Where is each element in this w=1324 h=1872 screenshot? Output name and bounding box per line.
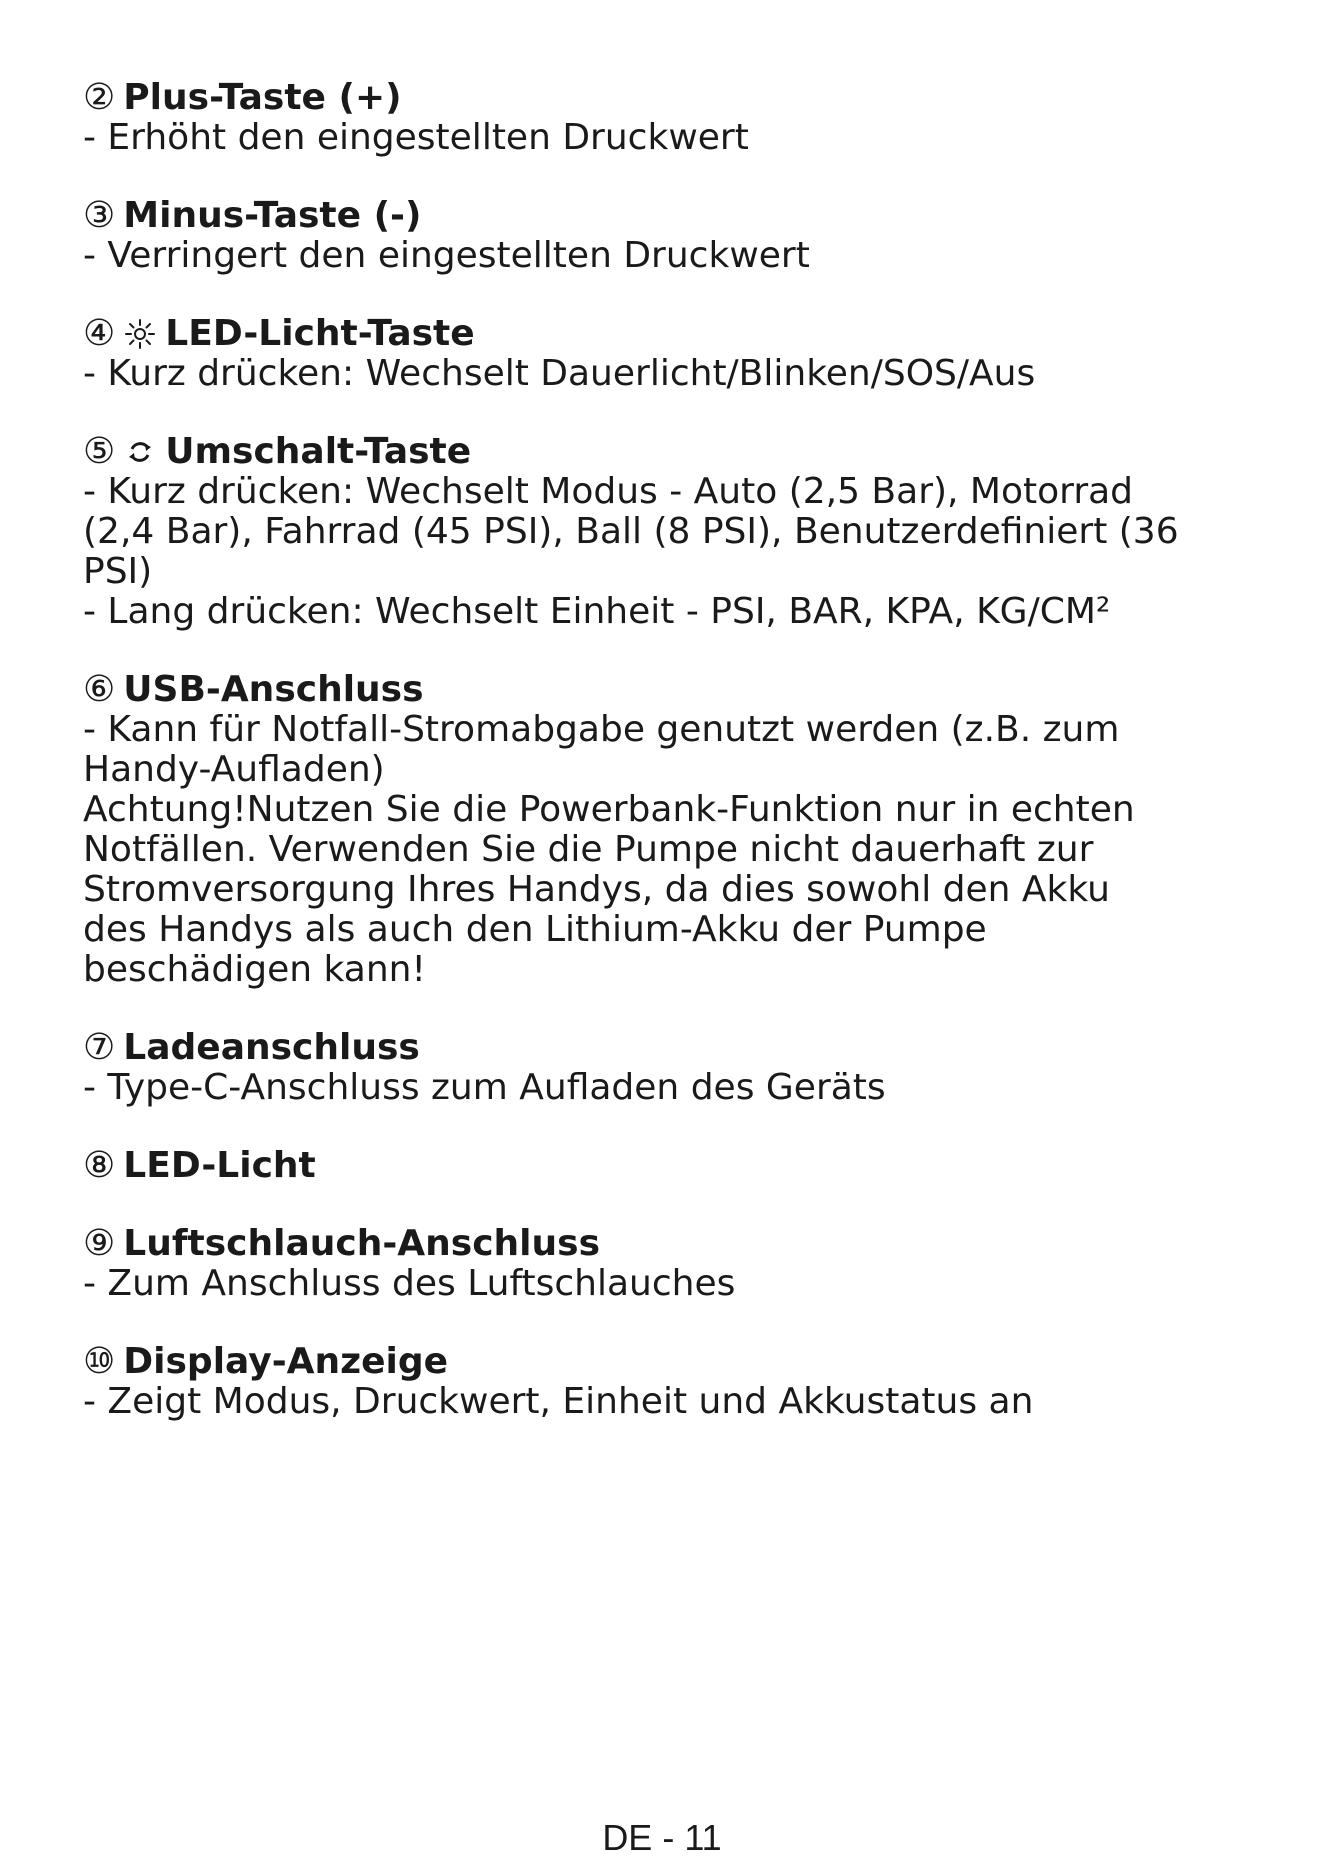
section-led-light bbox=[83, 1146, 1243, 1186]
section-switch-button bbox=[83, 432, 1243, 632]
section-title: Minus-Taste (-) bbox=[123, 195, 422, 236]
section-usb-port bbox=[83, 670, 1243, 990]
item-number: ⑧ bbox=[83, 1145, 116, 1186]
description-line: - Verringert den eingestellten Druckwert bbox=[83, 235, 810, 276]
section-heading bbox=[83, 196, 1243, 236]
description-line: - Kurz drücken: Wechselt Dauerlicht/Blinken/SOS/Aus bbox=[83, 353, 1036, 394]
description-line: (2,4 Bar), Fahrrad (45 PSI), Ball (8 PSI), Benutzerdefiniert (36 bbox=[83, 511, 1179, 552]
item-number: ③ bbox=[83, 195, 116, 236]
section-heading bbox=[83, 670, 1243, 710]
section-title: Plus-Taste (+) bbox=[123, 77, 402, 118]
item-number: ⑦ bbox=[83, 1027, 116, 1068]
description-line: - Kurz drücken: Wechselt Modus - Auto (2,5 Bar), Motorrad bbox=[83, 471, 1134, 512]
item-number: ⑤ bbox=[83, 431, 116, 472]
description-line: - Lang drücken: Wechselt Einheit - PSI, BAR, KPA, KG/CM² bbox=[83, 591, 1111, 632]
section-heading bbox=[83, 1224, 1243, 1264]
item-number: ⑩ bbox=[83, 1341, 116, 1382]
description-line: PSI) bbox=[83, 551, 153, 592]
section-title: Ladeanschluss bbox=[123, 1027, 420, 1068]
section-heading bbox=[83, 1342, 1243, 1382]
item-number: ④ bbox=[83, 313, 116, 354]
section-heading bbox=[83, 1146, 1243, 1186]
warning-line: Notfällen. Verwenden Sie die Pumpe nicht dauerhaft zur bbox=[83, 829, 1094, 870]
section-title: Luftschlauch-Anschluss bbox=[123, 1223, 600, 1264]
section-title: USB-Anschluss bbox=[123, 669, 424, 710]
section-title: LED-Licht-Taste bbox=[165, 313, 475, 354]
section-title: LED-Licht bbox=[123, 1145, 316, 1186]
page-number: DE - 11 bbox=[602, 1817, 722, 1858]
item-number: ② bbox=[83, 77, 116, 118]
section-heading bbox=[83, 314, 1243, 354]
warning-line: des Handys als auch den Lithium-Akku der Pumpe bbox=[83, 909, 987, 950]
item-number: ⑨ bbox=[83, 1223, 116, 1264]
description-line: - Kann für Notfall-Stromabgabe genutzt werden (z.B. zum bbox=[83, 709, 1120, 750]
warning-line: Achtung!Nutzen Sie die Powerbank-Funktion nur in echten bbox=[83, 789, 1135, 830]
section-air-hose-port bbox=[83, 1224, 1243, 1304]
section-title: Umschalt-Taste bbox=[165, 431, 472, 472]
description-line: - Zeigt Modus, Druckwert, Einheit und Akkustatus an bbox=[83, 1381, 1034, 1422]
description-line: - Zum Anschluss des Luftschlauches bbox=[83, 1263, 736, 1304]
warning-line: Stromversorgung Ihres Handys, da dies sowohl den Akku bbox=[83, 869, 1110, 910]
section-heading bbox=[83, 1028, 1243, 1068]
section-led-light-button bbox=[83, 314, 1243, 394]
section-charging-port bbox=[83, 1028, 1243, 1108]
section-display bbox=[83, 1342, 1243, 1422]
item-number: ⑥ bbox=[83, 669, 116, 710]
light-icon bbox=[123, 317, 157, 351]
section-title: Display-Anzeige bbox=[123, 1341, 449, 1382]
description-line: Handy-Aufladen) bbox=[83, 749, 385, 790]
warning-line: beschädigen kann! bbox=[83, 949, 426, 990]
description-line: - Erhöht den eingestellten Druckwert bbox=[83, 117, 749, 158]
switch-cycle-icon bbox=[123, 435, 157, 469]
manual-content bbox=[83, 78, 1243, 1460]
section-plus-button bbox=[83, 78, 1243, 158]
section-heading bbox=[83, 78, 1243, 118]
description-line: - Type-C-Anschluss zum Aufladen des Geräts bbox=[83, 1067, 886, 1108]
section-heading bbox=[83, 432, 1243, 472]
section-minus-button bbox=[83, 196, 1243, 276]
